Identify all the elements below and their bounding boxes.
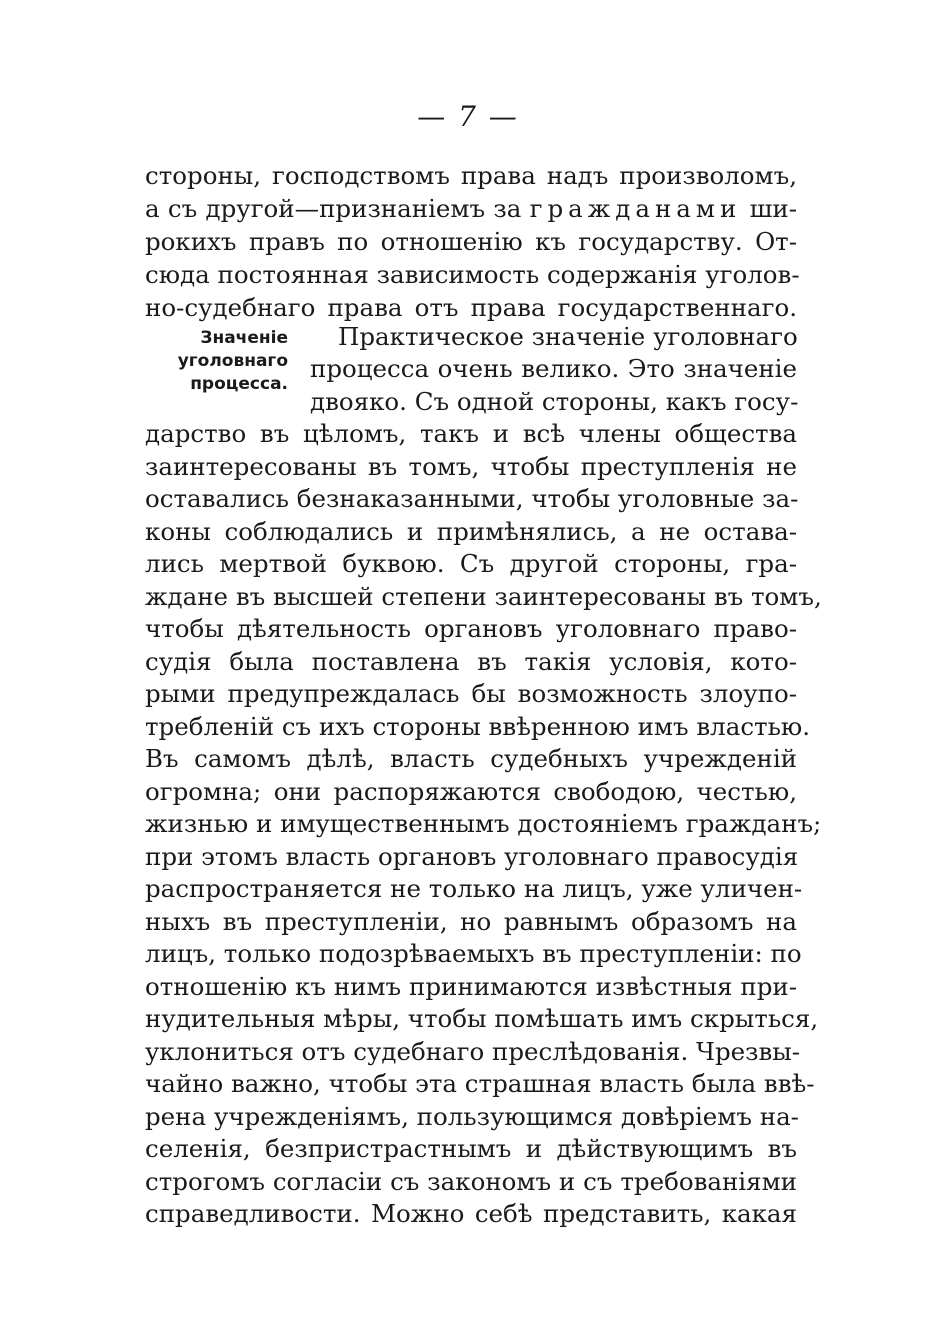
- text-line: отношенію къ нимъ принимаются извѣстныя при-: [145, 972, 797, 1001]
- text-fragment: ши-: [741, 194, 797, 223]
- text-fragment: а съ другой—признаніемъ за: [145, 194, 530, 223]
- text-line: ныхъ въ преступленіи, но равнымъ образомъ на: [145, 907, 797, 936]
- text-line: [145, 193, 797, 225]
- margin-note-line: Значеніе: [200, 328, 288, 348]
- text-line: Въ самомъ дѣлѣ, власть судебныхъ учрежденій: [145, 744, 797, 773]
- text-line: чтобы дѣятельность органовъ уголовнаго право-: [145, 614, 797, 643]
- text-line: Практическое значеніе уголовнаго: [338, 322, 798, 351]
- text-line: дарство въ цѣломъ, такъ и всѣ члены общества: [145, 419, 797, 448]
- text-line: процесса очень велико. Это значеніе: [310, 354, 797, 383]
- page-number: — 7 —: [417, 100, 519, 133]
- text-line: ждане въ высшей степени заинтересованы въ томъ,: [145, 582, 822, 611]
- text-line: уклониться отъ судебнаго преслѣдованія. Чрезвы-: [145, 1037, 801, 1066]
- text-line: огромна; они распоряжаются свободою, честью,: [145, 777, 797, 806]
- text-line: при этомъ власть органовъ уголовнаго правосудія: [145, 842, 799, 871]
- margin-note-line: уголовнаго: [177, 351, 288, 371]
- text-line: двояко. Съ одной стороны, какъ госу-: [310, 387, 799, 416]
- text-line: жизнью и имущественнымъ достояніемъ гражданъ;: [145, 809, 822, 838]
- text-line: лицъ, только подозрѣваемыхъ въ преступленіи: по: [145, 939, 802, 968]
- text-line: но-судебнаго права отъ права государственнаго.: [145, 293, 797, 322]
- text-line: стороны, господствомъ права надъ произволомъ,: [145, 161, 797, 190]
- text-line: чайно важно, чтобы эта страшная власть была ввѣ-: [145, 1069, 815, 1098]
- text-line: лись мертвой буквою. Съ другой стороны, гра-: [145, 549, 797, 578]
- text-line: сюда постоянная зависимость содержанія уголов-: [145, 260, 800, 289]
- text-line: рыми предупреждалась бы возможность злоупо-: [145, 679, 797, 708]
- text-line: распространяется не только на лицъ, уже уличен-: [145, 874, 803, 903]
- text-line: судія была поставлена въ такія условія, кото-: [145, 647, 797, 676]
- text-line: селенія, безпристрастнымъ и дѣйствующимъ въ: [145, 1134, 797, 1163]
- text-line: оставались безнаказанными, чтобы уголовные за-: [145, 484, 799, 513]
- emphasized-word: гражданами: [529, 194, 742, 223]
- text-line: требленій съ ихъ стороны ввѣренною имъ властью.: [145, 712, 811, 741]
- text-line: рена учрежденіямъ, пользующимся довѣріемъ на-: [145, 1102, 799, 1131]
- text-line: строгомъ согласіи съ закономъ и съ требованіями: [145, 1167, 797, 1196]
- text-line: коны соблюдались и примѣнялись, а не остава-: [145, 517, 797, 546]
- text-line: справедливости. Можно себѣ представить, какая: [145, 1199, 797, 1228]
- margin-note: [168, 327, 288, 396]
- text-line: рокихъ правъ по отношенію къ государству. От-: [145, 227, 797, 256]
- margin-note-line: процесса.: [190, 374, 288, 394]
- text-line: нудительныя мѣры, чтобы помѣшать имъ скрыться,: [145, 1004, 819, 1033]
- text-line: заинтересованы въ томъ, чтобы преступленія не: [145, 452, 797, 481]
